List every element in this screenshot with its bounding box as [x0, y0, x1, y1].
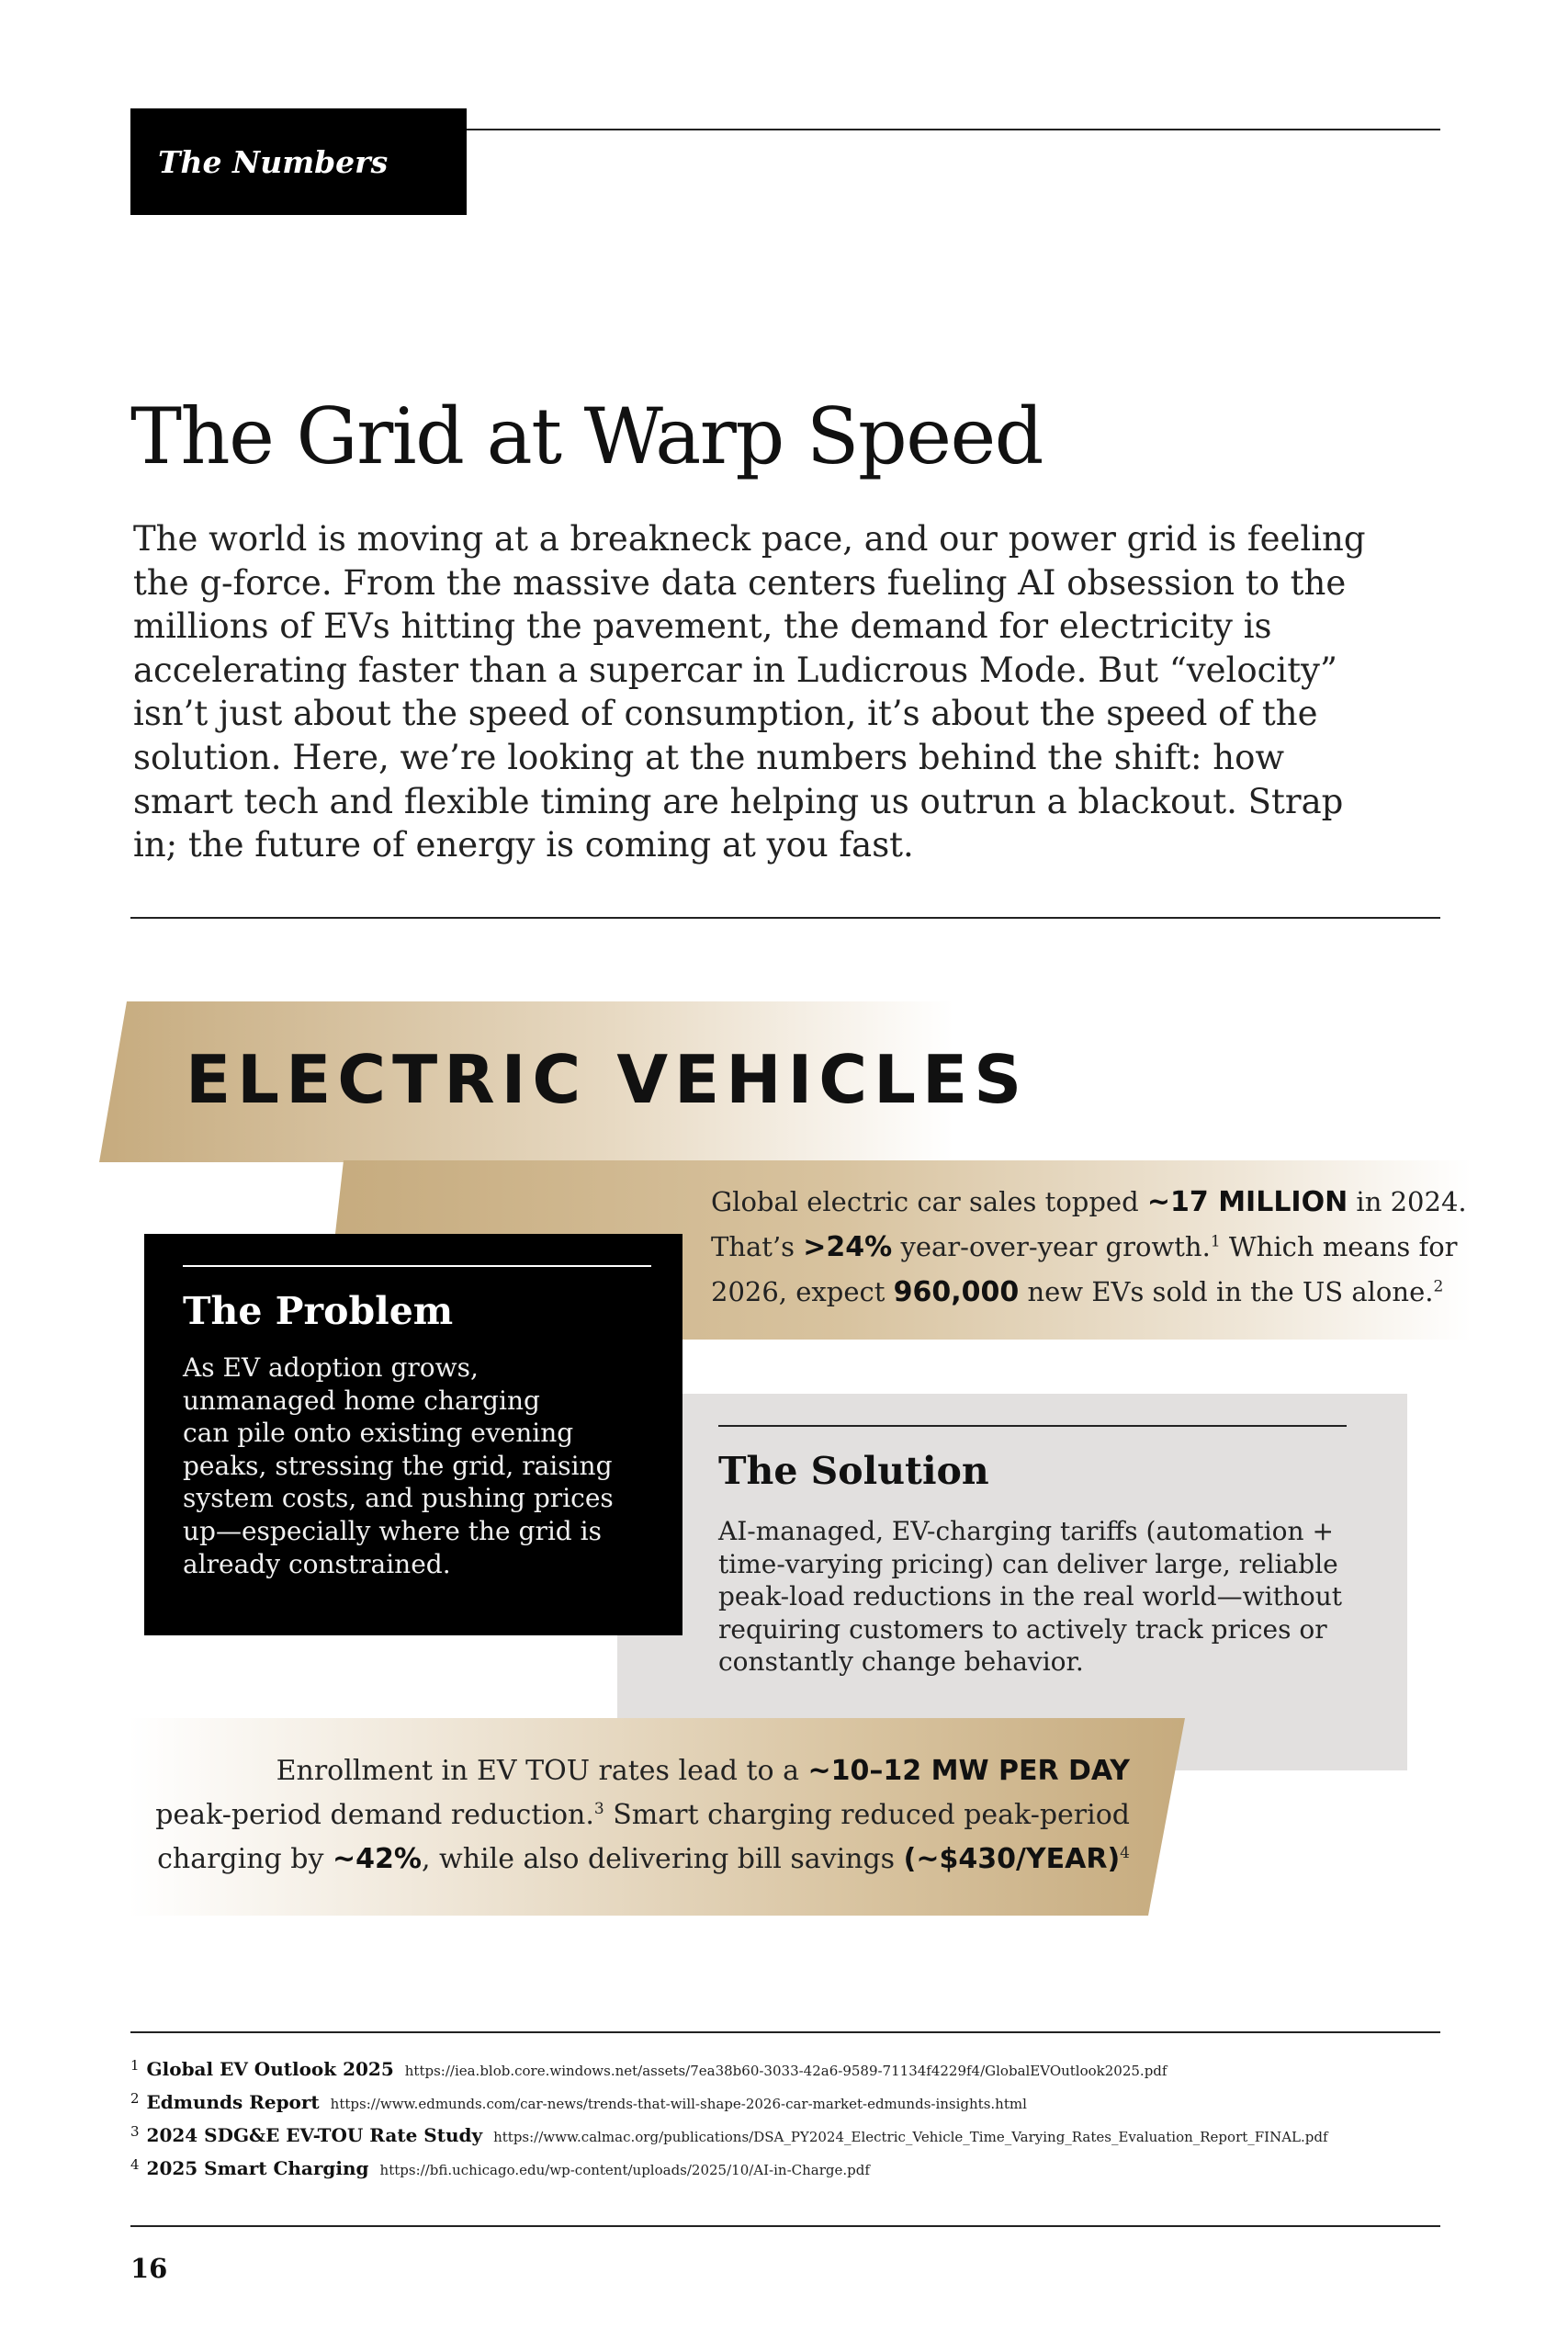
stats-text: Which means for — [1220, 1231, 1458, 1262]
stats-text: Enrollment in EV TOU rates lead to a — [276, 1755, 808, 1787]
page-number: 16 — [130, 2253, 168, 2284]
footnote-rule — [130, 2031, 1440, 2033]
footnote-source: Global EV Outlook 2025 — [146, 2058, 394, 2080]
footnote-link[interactable]: https://www.calmac.org/publications/DSA_PY2024_Electric_Vehicle_Time_Varying_Rates_Evaluation_Report_FINAL.pdf — [493, 2129, 1328, 2145]
footnote-link[interactable]: https://iea.blob.core.windows.net/assets/7ea38b60-3033-42a6-9589-71134f4229f4/GlobalEVOutlook2025.pdf — [404, 2063, 1168, 2079]
problem-body — [183, 1351, 660, 1580]
footnote-ref: 3 — [593, 1800, 604, 1818]
problem-line: can pile onto existing evening — [183, 1418, 574, 1449]
stat-us-ev-sales: 960,000 — [893, 1276, 1020, 1308]
stat-bill-savings: (~$430/YEAR) — [903, 1843, 1121, 1875]
intro-line: millions of EVs hitting the pavement, the demand for electricity is — [133, 606, 1272, 647]
problem-rule — [183, 1265, 651, 1267]
problem-line: unmanaged home charging — [183, 1385, 540, 1416]
footnote-item — [130, 2091, 1440, 2124]
stats-text: new EVs sold in the US alone. — [1019, 1276, 1434, 1307]
problem-line: As EV adoption grows, — [183, 1352, 479, 1383]
problem-line: system costs, and pushing prices — [183, 1483, 614, 1514]
stats-text: That’s — [711, 1231, 804, 1262]
intro-line: The world is moving at a breakneck pace, and our power grid is feeling — [133, 519, 1366, 559]
stats-text: 2026, expect — [711, 1276, 894, 1307]
footer-rule — [130, 2225, 1440, 2227]
footnote-item — [130, 2124, 1440, 2157]
footnote-number: 4 — [130, 2156, 140, 2173]
page-title: The Grid at Warp Speed — [130, 391, 1043, 481]
stats-text: charging by — [157, 1843, 333, 1875]
stats-text: Smart charging reduced peak-period — [604, 1799, 1130, 1831]
footnote-item — [130, 2058, 1440, 2091]
section-divider — [130, 917, 1440, 919]
footnote-number: 3 — [130, 2123, 140, 2140]
intro-paragraph — [133, 517, 1366, 867]
intro-line: solution. Here, we’re looking at the numbers behind the shift: how — [133, 737, 1285, 777]
stat-peak-reduction: ~42% — [332, 1843, 422, 1875]
problem-line: already constrained. — [183, 1548, 451, 1579]
intro-line: accelerating faster than a supercar in Ludicrous Mode. But “velocity” — [133, 650, 1337, 690]
stat-yoy-growth: >24% — [803, 1231, 893, 1263]
intro-line: isn’t just about the speed of consumption, it’s about the speed of the — [133, 694, 1318, 734]
stats-text: peak-period demand reduction. — [155, 1799, 594, 1831]
stats-top-text — [711, 1180, 1467, 1315]
stats-line — [129, 1749, 1130, 1793]
stats-line — [711, 1180, 1467, 1225]
section-title: ELECTRIC VEHICLES — [186, 1041, 1029, 1118]
footnotes — [130, 2058, 1440, 2190]
stats-line — [129, 1793, 1130, 1838]
stats-line — [129, 1838, 1130, 1882]
footnote-source: Edmunds Report — [146, 2091, 320, 2113]
problem-card — [144, 1234, 682, 1635]
stats-text: in 2024. — [1348, 1186, 1467, 1217]
footnote-link[interactable]: https://www.edmunds.com/car-news/trends-that-will-shape-2026-car-market-edmunds-insights.html — [330, 2096, 1027, 2112]
stats-line — [711, 1270, 1467, 1315]
solution-rule — [718, 1425, 1347, 1427]
intro-line: in; the future of energy is coming at you fast. — [133, 825, 914, 865]
problem-line: up—especially where the grid is — [183, 1515, 602, 1546]
header-rule — [467, 129, 1440, 130]
footnote-link[interactable]: https://bfi.uchicago.edu/wp-content/uploads/2025/10/AI-in-Charge.pdf — [379, 2162, 870, 2178]
section-tag — [130, 108, 467, 215]
footnote-number: 2 — [130, 2090, 140, 2107]
footnote-source: 2025 Smart Charging — [146, 2157, 369, 2179]
stats-text: Global electric car sales topped — [711, 1186, 1147, 1217]
stats-line — [711, 1225, 1467, 1270]
stat-mw-reduction: ~10–12 MW PER DAY — [807, 1755, 1130, 1787]
solution-body — [718, 1515, 1361, 1679]
footnote-number: 1 — [130, 2057, 140, 2074]
stat-ev-sales: ~17 MILLION — [1146, 1186, 1348, 1218]
solution-line: peak-load reductions in the real world—without — [718, 1581, 1342, 1612]
intro-line: smart tech and flexible timing are helping us outrun a blackout. Strap — [133, 781, 1344, 821]
footnote-ref: 2 — [1433, 1277, 1444, 1296]
footnote-item — [130, 2157, 1440, 2190]
solution-line: requiring customers to actively track prices or — [718, 1613, 1327, 1645]
solution-line: time-varying pricing) can deliver large, reliable — [718, 1548, 1338, 1579]
stats-bottom-text — [129, 1749, 1130, 1882]
intro-line: the g-force. From the massive data centers fueling AI obsession to the — [133, 562, 1347, 603]
stats-text: year-over-year growth. — [892, 1231, 1211, 1262]
stats-text: , while also delivering bill savings — [421, 1843, 904, 1875]
problem-title: The Problem — [183, 1289, 454, 1333]
solution-line: constantly change behavior. — [718, 1646, 1084, 1678]
solution-line: AI-managed, EV-charging tariffs (automation + — [718, 1516, 1334, 1546]
problem-line: peaks, stressing the grid, raising — [183, 1450, 613, 1481]
solution-card — [617, 1394, 1407, 1770]
footnote-ref: 4 — [1120, 1844, 1130, 1862]
solution-title: The Solution — [718, 1449, 989, 1493]
section-tag-label: The Numbers — [158, 143, 389, 180]
footnote-ref: 1 — [1210, 1232, 1221, 1251]
footnote-source: 2024 SDG&E EV-TOU Rate Study — [146, 2124, 483, 2146]
